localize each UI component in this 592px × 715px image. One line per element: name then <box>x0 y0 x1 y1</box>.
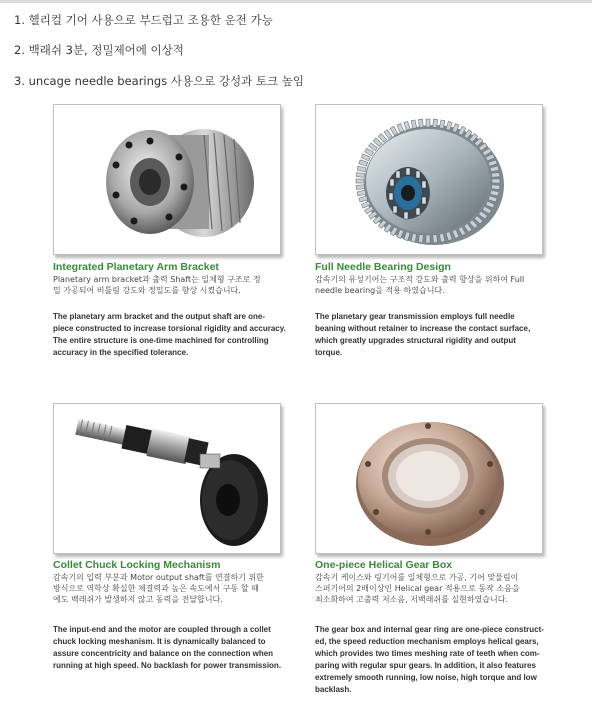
product-title-collet: Collet Chuck Locking Mechanism <box>53 559 221 571</box>
planetary-bracket-image <box>53 104 281 255</box>
helical-gearbox-image <box>315 403 543 554</box>
product-eng-needle: The planetary gear transmission employs full needle beaning without retainer to increase the contact surface, which greatly upgrades structural rigidity and output torque. <box>315 312 531 357</box>
top-divider <box>0 0 592 3</box>
product-kor-planetary: Planetary arm bracket과 출력 Shaft는 일체형 구조로 정 밀 가공되어 비틀림 강도와 정밀도를 향상 시켰습니다. <box>53 275 261 295</box>
needle-bearing-gear-image <box>315 104 543 255</box>
collet-chuck-image <box>53 403 281 554</box>
feature-2: 2. 백래쉬 3분, 정밀제어에 이상적 <box>14 43 184 57</box>
product-kor-needle: 감속기의 유성기어는 구조적 강도와 출력 향상을 위하여 Full needle bearing을 적용 하였습니다. <box>315 275 525 295</box>
feature-3: 3. uncage needle bearings 사용으로 강성과 토크 높임 <box>14 74 305 88</box>
product-eng-collet: The input-end and the motor are coupled through a collet chuck locking meshanism. It is dynamically balanced to assure concentricity and balance on the connection when running at high speed. No backlash for power transmission. <box>53 625 282 670</box>
product-title-helical: One-piece Helical Gear Box <box>315 559 453 571</box>
product-eng-planetary: The planetary arm bracket and the output shaft are one- piece constructed to increase torsional rigidity and accuracy. The entire structure is one-time machined for controlling accuracy in the specified tolerance. <box>53 312 286 357</box>
product-eng-helical: The gear box and internal gear ring are one-piece construct- ed, the speed reduction mechanism employs helical gears, which provides two times meshing rate of teeth when com- paring with regular spur gears. In addition, it also features extremely smooth running, low noise, high torque and low backlash. <box>315 625 544 694</box>
product-title-planetary: Integrated Planetary Arm Bracket <box>53 261 219 273</box>
product-title-needle: Full Needle Bearing Design <box>315 261 451 273</box>
product-kor-helical: 감속기 케이스와 링기어를 일체형으로 가공, 기어 맞물림이 스퍼기어의 2배이상인 Helical gear 적용으로 동작 소음을 최소화하여 고출력 저소음, 저백래쉬를 실현하였습니다. <box>315 573 520 604</box>
feature-1: 1. 헬리컬 기어 사용으로 부드럽고 조용한 운전 가능 <box>14 13 273 27</box>
product-kor-collet: 감속기의 입력 부분과 Motor output shaft를 연결하기 위한 방식으로 역학상 확실한 체결력과 높은 속도에서 구동 할 때 에도 백래쉬가 발생하지 않고 동력을 전달합니다. <box>53 573 264 604</box>
